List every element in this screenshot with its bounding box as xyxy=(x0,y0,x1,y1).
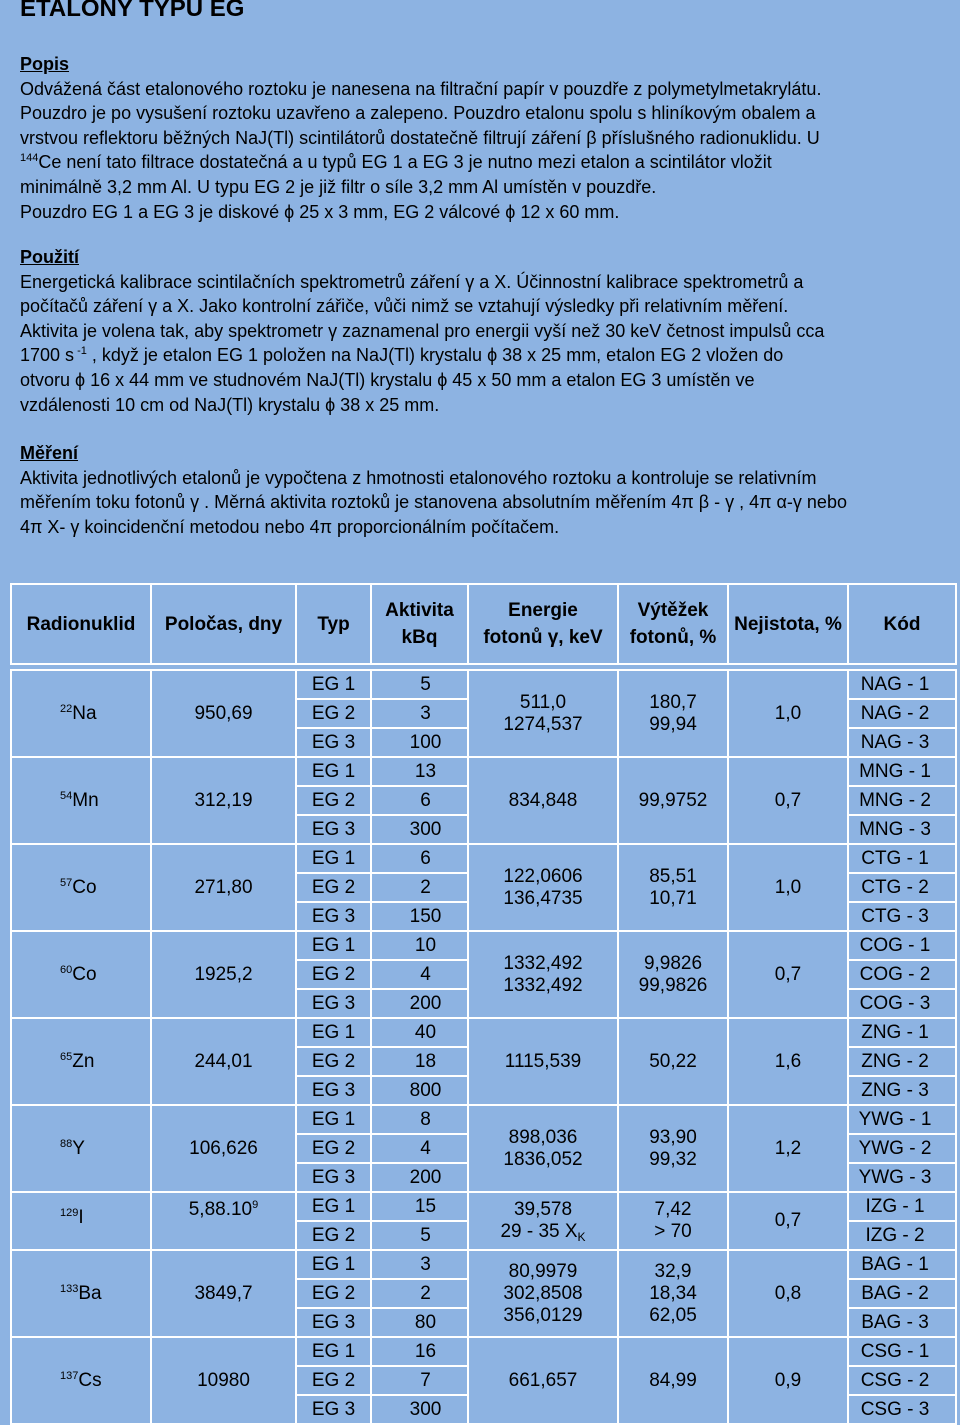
kod-cell: ZNG - 3 xyxy=(848,1076,956,1105)
typ-cell: EG 2 xyxy=(296,1366,371,1395)
radionuclide-label xyxy=(60,964,97,986)
table-row xyxy=(11,1018,956,1047)
etalon-table xyxy=(10,583,957,1425)
kod-cell: YWG - 2 xyxy=(848,1134,956,1163)
kod-cell: MNG - 3 xyxy=(848,815,956,844)
radionuclide-cell xyxy=(11,844,151,931)
energy-value: 1332,492 xyxy=(503,974,583,996)
kod-cell: IZG - 2 xyxy=(848,1221,956,1250)
aktivita-cell: 3 xyxy=(371,699,468,728)
mass-number: 65 xyxy=(60,1050,73,1063)
mereni-line-1: Aktivita jednotlivých etalonů je vypočtena z hmotnosti etalonového roztoku a kontroluje se relativním xyxy=(20,467,817,488)
header-vytezek-line1: Výtěžek xyxy=(637,600,709,621)
energy-value: 302,8508 xyxy=(503,1282,583,1304)
energy-cell xyxy=(468,844,618,931)
yield-cell xyxy=(618,1250,728,1337)
element-symbol: Co xyxy=(72,963,97,985)
kod-cell: YWG - 3 xyxy=(848,1163,956,1192)
typ-cell: EG 3 xyxy=(296,902,371,931)
yield-value: 50,22 xyxy=(649,1050,697,1072)
header-energie xyxy=(468,584,618,664)
header-vytezek-line2: fotonů, % xyxy=(629,627,717,648)
energy-value: 1274,537 xyxy=(503,713,583,735)
kod-cell: NAG - 1 xyxy=(848,670,956,699)
header-radionuklid: Radionuklid xyxy=(11,584,151,664)
mass-number: 57 xyxy=(60,876,73,889)
kod-cell: CSG - 2 xyxy=(848,1366,956,1395)
uncertainty-cell: 1,2 xyxy=(728,1105,848,1192)
energy-value: 511,0 xyxy=(519,691,567,713)
halflife-cell xyxy=(151,931,296,1018)
yield-cell xyxy=(618,931,728,1018)
kod-cell: YWG - 1 xyxy=(848,1105,956,1134)
header-typ: Typ xyxy=(296,584,371,664)
energy-cell xyxy=(468,1192,618,1250)
unit-exponent: -1 xyxy=(74,345,87,358)
pouziti-line-4a: 1700 s xyxy=(20,345,75,366)
typ-cell: EG 3 xyxy=(296,728,371,757)
popis-line-3: vrstvou reflektoru běžných NaJ(Tl) scintilátorů dostatečně filtrují záření β příslušného radionuklidu. U xyxy=(20,127,820,148)
table-row xyxy=(11,1192,956,1221)
energy-cell xyxy=(468,670,618,757)
typ-cell: EG 1 xyxy=(296,1337,371,1366)
header-energie-line2: fotonů γ, keV xyxy=(483,627,603,648)
typ-cell: EG 1 xyxy=(296,1018,371,1047)
typ-cell: EG 2 xyxy=(296,699,371,728)
yield-value: 99,94 xyxy=(649,713,697,735)
element-symbol: Cs xyxy=(78,1369,102,1391)
typ-cell: EG 1 xyxy=(296,757,371,786)
popis-heading: Popis xyxy=(20,54,70,74)
header-aktivita-line2: kBq xyxy=(401,627,438,648)
table-row xyxy=(11,670,956,699)
typ-cell: EG 1 xyxy=(296,1192,371,1221)
kod-cell: COG - 2 xyxy=(848,960,956,989)
energy-value: 1115,539 xyxy=(504,1050,582,1072)
uncertainty-cell: 0,7 xyxy=(728,757,848,844)
table-row xyxy=(11,1105,956,1134)
header-kod: Kód xyxy=(848,584,956,664)
yield-value: 180,7 xyxy=(649,691,697,713)
aktivita-cell: 16 xyxy=(371,1337,468,1366)
radionuclide-cell xyxy=(11,1018,151,1105)
halflife-cell xyxy=(151,757,296,844)
aktivita-cell: 100 xyxy=(371,728,468,757)
popis-line-6: Pouzdro EG 1 a EG 3 je diskové ϕ 25 x 3 mm, EG 2 válcové ϕ 12 x 60 mm. xyxy=(20,201,620,222)
aktivita-cell: 150 xyxy=(371,902,468,931)
yield-value: 84,99 xyxy=(649,1369,697,1391)
aktivita-cell: 800 xyxy=(371,1076,468,1105)
halflife-cell xyxy=(151,1018,296,1105)
uncertainty-cell: 0,9 xyxy=(728,1337,848,1424)
aktivita-cell: 200 xyxy=(371,1163,468,1192)
yield-value: 10,71 xyxy=(649,887,697,909)
halflife-value: 10980 xyxy=(197,1369,250,1391)
table-body xyxy=(11,664,956,1424)
kod-cell: CSG - 1 xyxy=(848,1337,956,1366)
energy-value: 1332,492 xyxy=(503,952,583,974)
radionuclide-label xyxy=(60,703,97,725)
yield-value: 85,51 xyxy=(649,865,697,887)
pouziti-line-2: počítačů záření γ a X. Jako kontrolní zářiče, vůči nimž se vztahují výsledky při relativním měření. xyxy=(20,296,789,317)
mass-number: 22 xyxy=(60,702,73,715)
typ-cell: EG 3 xyxy=(296,1395,371,1424)
radionuclide-label xyxy=(60,1370,102,1392)
header-aktivita xyxy=(371,584,468,664)
pouziti-line-4 xyxy=(20,343,950,368)
aktivita-cell: 300 xyxy=(371,815,468,844)
kod-cell: NAG - 2 xyxy=(848,699,956,728)
aktivita-cell: 5 xyxy=(371,670,468,699)
pouziti-heading: Použití xyxy=(20,247,79,267)
ce-mass-number: 144 xyxy=(20,152,39,165)
mass-number: 133 xyxy=(60,1282,79,1295)
mereni-section xyxy=(20,441,950,539)
yield-value: 32,9 xyxy=(654,1260,692,1282)
kod-cell: CTG - 1 xyxy=(848,844,956,873)
radionuclide-cell xyxy=(11,1105,151,1192)
typ-cell: EG 3 xyxy=(296,989,371,1018)
typ-cell: EG 1 xyxy=(296,1105,371,1134)
table-row xyxy=(11,757,956,786)
halflife-value: 244,01 xyxy=(194,1050,253,1072)
uncertainty-cell: 0,7 xyxy=(728,1192,848,1250)
pouziti-line-1: Energetická kalibrace scintilačních spektrometrů záření γ a X. Účinnostní kalibrace spektrometrů a xyxy=(20,271,804,292)
table-row xyxy=(11,844,956,873)
header-polocas: Poločas, dny xyxy=(151,584,296,664)
header-vytezek xyxy=(618,584,728,664)
aktivita-cell: 8 xyxy=(371,1105,468,1134)
mereni-heading: Měření xyxy=(20,443,79,463)
uncertainty-cell: 1,6 xyxy=(728,1018,848,1105)
yield-cell xyxy=(618,1018,728,1105)
kod-cell: CSG - 3 xyxy=(848,1395,956,1424)
halflife-cell xyxy=(151,1337,296,1424)
halflife-value: 1925,2 xyxy=(194,963,253,985)
header-nejistota: Nejistota, % xyxy=(728,584,848,664)
kod-cell: CTG - 3 xyxy=(848,902,956,931)
table-row xyxy=(11,1337,956,1366)
kod-cell: NAG - 3 xyxy=(848,728,956,757)
popis-line-4-text: Ce není tato filtrace dostatečná a u typů EG 1 a EG 3 je nutno mezi etalon a scintilátor vložit xyxy=(38,152,772,173)
typ-cell: EG 2 xyxy=(296,786,371,815)
halflife-cell xyxy=(151,1250,296,1337)
radionuclide-label xyxy=(60,1138,85,1160)
popis-line-2: Pouzdro je po vysušení roztoku uzavřeno a zalepeno. Pouzdro etalonu spolu s hliníkovým obalem a xyxy=(20,103,816,124)
pouziti-section xyxy=(20,245,950,417)
typ-cell: EG 3 xyxy=(296,815,371,844)
halflife-cell xyxy=(151,844,296,931)
halflife-exponent: 9 xyxy=(252,1199,259,1211)
table-header-row xyxy=(11,584,956,664)
typ-cell: EG 1 xyxy=(296,931,371,960)
energy-cell xyxy=(468,1105,618,1192)
element-symbol: I xyxy=(78,1207,84,1228)
energy-cell xyxy=(468,1337,618,1424)
typ-cell: EG 2 xyxy=(296,1221,371,1250)
energy-value: 122,0606 xyxy=(503,865,583,887)
energy-cell xyxy=(468,757,618,844)
aktivita-cell: 6 xyxy=(371,844,468,873)
kod-cell: IZG - 1 xyxy=(848,1192,956,1221)
typ-cell: EG 2 xyxy=(296,1047,371,1076)
yield-value: 93,90 xyxy=(649,1126,697,1148)
yield-value: 9,9826 xyxy=(643,952,703,974)
mass-number: 54 xyxy=(60,789,73,802)
kod-cell: CTG - 2 xyxy=(848,873,956,902)
yield-cell xyxy=(618,670,728,757)
typ-cell: EG 2 xyxy=(296,873,371,902)
energy-value: 898,036 xyxy=(508,1126,578,1148)
radionuclide-cell xyxy=(11,931,151,1018)
typ-cell: EG 1 xyxy=(296,670,371,699)
mass-number: 60 xyxy=(60,963,73,976)
radionuclide-label xyxy=(60,1051,94,1073)
uncertainty-cell: 1,0 xyxy=(728,670,848,757)
aktivita-cell: 4 xyxy=(371,1134,468,1163)
yield-value: 62,05 xyxy=(649,1304,697,1326)
uncertainty-cell: 0,7 xyxy=(728,931,848,1018)
aktivita-cell: 40 xyxy=(371,1018,468,1047)
typ-cell: EG 3 xyxy=(296,1163,371,1192)
yield-value: 99,32 xyxy=(649,1148,697,1170)
mereni-line-2: měřením toku fotonů γ . Měrná aktivita roztoků je stanovena absolutním měřením 4π β - γ , 4π α-γ nebo xyxy=(20,492,847,513)
typ-cell: EG 3 xyxy=(296,1076,371,1105)
element-symbol: Ba xyxy=(78,1282,102,1304)
halflife-cell xyxy=(151,1105,296,1192)
element-symbol: Na xyxy=(72,702,97,724)
halflife-cell xyxy=(151,1192,296,1250)
radionuclide-cell xyxy=(11,1337,151,1424)
mereni-line-3: 4π X- γ koincidenční metodou nebo 4π proporcionálním počítačem. xyxy=(20,516,560,537)
halflife-value: 312,19 xyxy=(194,789,253,811)
typ-cell: EG 2 xyxy=(296,1134,371,1163)
aktivita-cell: 15 xyxy=(371,1192,468,1221)
popis-line-1: Odvážená část etalonového roztoku je nanesena na filtrační papír v pouzdře z polymetylmetakrylátu. xyxy=(20,78,822,99)
yield-value: 99,9826 xyxy=(638,974,708,996)
kod-cell: BAG - 3 xyxy=(848,1308,956,1337)
energy-value: 661,657 xyxy=(508,1369,578,1391)
yield-value: 99,9752 xyxy=(638,789,708,811)
radionuclide-cell xyxy=(11,1250,151,1337)
halflife-cell xyxy=(151,670,296,757)
kod-cell: BAG - 2 xyxy=(848,1279,956,1308)
yield-cell xyxy=(618,1337,728,1424)
aktivita-cell: 10 xyxy=(371,931,468,960)
radionuclide-cell xyxy=(11,757,151,844)
aktivita-cell: 2 xyxy=(371,873,468,902)
kod-cell: MNG - 1 xyxy=(848,757,956,786)
header-energie-line1: Energie xyxy=(508,600,578,621)
uncertainty-cell: 1,0 xyxy=(728,844,848,931)
pouziti-line-3: Aktivita je volena tak, aby spektrometr γ zaznamenal pro energii vyší než 30 keV četnost impulsů cca xyxy=(20,320,825,341)
yield-value: 7,42 xyxy=(654,1199,692,1220)
aktivita-cell: 18 xyxy=(371,1047,468,1076)
table-row xyxy=(11,931,956,960)
halflife-value: 271,80 xyxy=(194,876,253,898)
energy-value: 356,0129 xyxy=(503,1304,583,1326)
halflife-value: 3849,7 xyxy=(194,1282,253,1304)
radionuclide-cell xyxy=(11,1192,151,1250)
pouziti-line-5: otvoru ϕ 16 x 44 mm ve studnovém NaJ(Tl) krystalu ϕ 45 x 50 mm a etalon EG 3 umístěn ve xyxy=(20,369,755,390)
energy-value: 1836,052 xyxy=(503,1148,583,1170)
energy-cell xyxy=(468,931,618,1018)
kod-cell: ZNG - 2 xyxy=(848,1047,956,1076)
page-title: ETALONY TYPU EG xyxy=(20,0,245,22)
mass-number: 88 xyxy=(60,1137,73,1150)
element-symbol: Mn xyxy=(72,789,99,811)
kod-cell: COG - 3 xyxy=(848,989,956,1018)
yield-cell xyxy=(618,757,728,844)
aktivita-cell: 300 xyxy=(371,1395,468,1424)
pouziti-line-4b: , když je etalon EG 1 položen na NaJ(Tl) krystalu ϕ 38 x 25 mm, etalon EG 2 vložen do xyxy=(86,345,784,366)
energy-cell xyxy=(468,1250,618,1337)
energy-value: 80,9979 xyxy=(508,1260,578,1282)
popis-line-5: minimálně 3,2 mm Al. U typu EG 2 je již filtr o síle 3,2 mm Al umístěn v pouzdře. xyxy=(20,176,657,197)
aktivita-cell: 6 xyxy=(371,786,468,815)
typ-cell: EG 1 xyxy=(296,844,371,873)
radionuclide-cell xyxy=(11,670,151,757)
element-symbol: Co xyxy=(72,876,97,898)
energy-value: 29 - 35 X xyxy=(500,1221,578,1242)
energy-value: 136,4735 xyxy=(503,887,583,909)
radionuclide-label xyxy=(60,1283,102,1305)
popis-section xyxy=(20,52,950,224)
element-symbol: Y xyxy=(72,1137,85,1159)
mass-number: 137 xyxy=(60,1369,79,1382)
energy-value: 834,848 xyxy=(508,789,578,811)
typ-cell: EG 2 xyxy=(296,1279,371,1308)
kod-cell: MNG - 2 xyxy=(848,786,956,815)
yield-cell xyxy=(618,1192,728,1250)
radionuclide-label xyxy=(60,1207,84,1229)
mass-number: 129 xyxy=(60,1207,79,1219)
yield-value: 18,34 xyxy=(649,1282,697,1304)
kod-cell: ZNG - 1 xyxy=(848,1018,956,1047)
yield-cell xyxy=(618,844,728,931)
aktivita-cell: 7 xyxy=(371,1366,468,1395)
energy-cell xyxy=(468,1018,618,1105)
aktivita-cell: 2 xyxy=(371,1279,468,1308)
table-row xyxy=(11,1250,956,1279)
aktivita-cell: 200 xyxy=(371,989,468,1018)
uncertainty-cell: 0,8 xyxy=(728,1250,848,1337)
energy-value: 39,578 xyxy=(513,1199,573,1220)
yield-cell xyxy=(618,1105,728,1192)
halflife-value: 5,88.10 xyxy=(188,1199,253,1220)
aktivita-cell: 4 xyxy=(371,960,468,989)
typ-cell: EG 2 xyxy=(296,960,371,989)
halflife-value: 950,69 xyxy=(194,702,253,724)
element-symbol: Zn xyxy=(72,1050,95,1072)
popis-line-4 xyxy=(20,150,950,175)
typ-cell: EG 1 xyxy=(296,1250,371,1279)
aktivita-cell: 3 xyxy=(371,1250,468,1279)
kod-cell: COG - 1 xyxy=(848,931,956,960)
typ-cell: EG 3 xyxy=(296,1308,371,1337)
halflife-value: 106,626 xyxy=(189,1137,258,1159)
aktivita-cell: 80 xyxy=(371,1308,468,1337)
pouziti-line-6: vzdálenosti 10 cm od NaJ(Tl) krystalu ϕ 38 x 25 mm. xyxy=(20,394,440,415)
aktivita-cell: 13 xyxy=(371,757,468,786)
aktivita-cell: 5 xyxy=(371,1221,468,1250)
kod-cell: BAG - 1 xyxy=(848,1250,956,1279)
yield-value: > 70 xyxy=(654,1221,692,1242)
radionuclide-label xyxy=(60,790,99,812)
energy-subscript: K xyxy=(577,1230,586,1244)
header-aktivita-line1: Aktivita xyxy=(385,600,454,621)
radionuclide-label xyxy=(60,877,97,899)
